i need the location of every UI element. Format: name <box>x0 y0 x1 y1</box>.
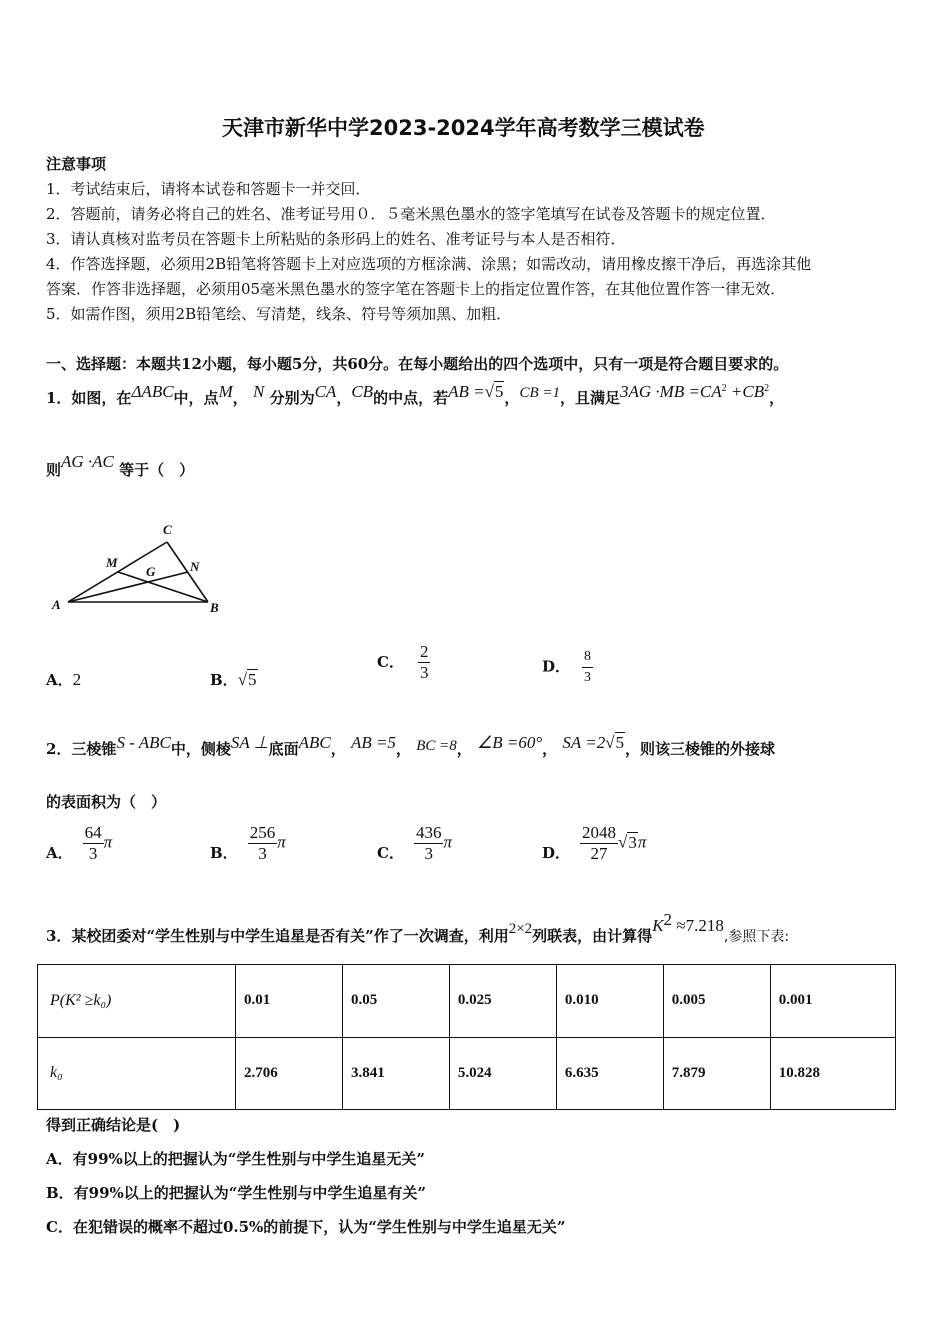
q1-option-a[interactable]: A．2 <box>46 670 82 689</box>
q1-option-c[interactable]: C． $\frac{2}{3}$ <box>377 642 429 682</box>
triangle-figure <box>40 515 240 625</box>
table-cell: 0.05 <box>342 965 449 1038</box>
question-2-stem-2: 的表面积为（ ） <box>46 793 167 811</box>
table-cell: 0.001 <box>770 965 895 1038</box>
q1-text: ， <box>769 389 785 407</box>
question-1-stem <box>46 381 784 413</box>
vertex-label-a: A <box>52 597 61 612</box>
q2-option-d[interactable]: D． $\frac{2048}{27}$ √3π <box>542 823 647 863</box>
q3-question: 得到正确结论是( ) <box>46 1116 181 1134</box>
q2-option-b[interactable]: B． $\frac{256}{3}$ π <box>210 823 286 863</box>
question-1-stem-2 <box>46 452 195 484</box>
note-item: 答案．作答非选择题，必须用05毫米黑色墨水的签字笔在答题卡上的指定位置作答，在其他位置作答一律无效． <box>46 280 786 298</box>
table-cell: 0.01 <box>236 965 343 1038</box>
point-label-g: G <box>146 564 156 579</box>
table-cell: 0.005 <box>663 965 770 1038</box>
note-item: 4．作答选择题，必须用2B铅笔将答题卡上对应选项的方框涂满、涂黑；如需改动，请用橡皮擦干净后，再选涂其他 <box>46 255 812 273</box>
table-head-p: P(K² ≥k₀) <box>38 965 236 1038</box>
note-item: 3．请认真核对监考员在答题卡上所粘贴的条形码上的姓名、准考证号与本人是否相符． <box>46 230 626 248</box>
q2-option-a[interactable]: A． $\frac{64}{3}$ π <box>46 823 113 863</box>
page-title: 天津市新华中学2023-2024学年高考数学三模试卷 <box>222 116 705 140</box>
q1-math: AG ·AC <box>61 452 114 471</box>
table-cell: 0.010 <box>556 965 663 1038</box>
q3-option-c[interactable]: C．在犯错误的概率不超过0.5%的前提下，认为“学生性别与中学生追星无关” <box>46 1218 566 1236</box>
q1-option-b[interactable]: B．√5 <box>210 670 257 689</box>
q1-text: ， <box>336 389 352 407</box>
note-item: 1．考试结束后，请将本试卷和答题卡一并交回． <box>46 180 371 198</box>
q1-math: CA <box>314 382 337 401</box>
question-2-stem: 2．三棱锥S - ABC中，侧棱SA ⊥底面ABC， AB =5， BC =8， ∠B =60°， SA =2√5，则该三棱锥的外接球 <box>46 733 776 758</box>
table-row <box>38 965 896 1038</box>
question-3-stem: 3．某校团委对“学生性别与中学生追星是否有关”作了一次调查，利用2×2列联表，由计算得$K^2 \approx 7.218$,参照下表: <box>46 910 790 945</box>
critical-value-table <box>37 964 896 1110</box>
point-label-n: N <box>190 559 200 574</box>
q3-option-b[interactable]: B．有99%以上的把握认为“学生性别与中学生追星有关” <box>46 1184 427 1202</box>
q1-text: 等于（ ） <box>119 461 195 479</box>
table-cell: 7.879 <box>663 1037 770 1110</box>
q1-math: ΔABC <box>131 382 174 401</box>
q1-text: 则 <box>46 461 62 479</box>
q1-text: 中，点 <box>173 389 219 407</box>
q1-text: 1．如图，在 <box>46 389 132 407</box>
q1-text: 分别为 <box>269 389 315 407</box>
vertex-label-c: C <box>163 522 172 537</box>
q1-math-ab: AB =√5 <box>448 382 504 401</box>
q1-math: N <box>252 382 265 401</box>
table-cell: 0.025 <box>449 965 556 1038</box>
q1-text: 的中点，若 <box>373 389 449 407</box>
section-heading: 一、选择题：本题共12小题，每小题5分，共60分。在每小题给出的四个选项中，只有一项是符合题目要求的。 <box>46 355 789 373</box>
table-cell: 10.828 <box>770 1037 895 1110</box>
q1-text: ，且满足 <box>559 389 620 407</box>
table-row <box>38 1037 896 1110</box>
table-cell: 6.635 <box>556 1037 663 1110</box>
q1-option-d[interactable]: D． $\frac{8}{3}$ <box>542 649 592 685</box>
q1-text: ， <box>232 389 248 407</box>
q1-text: ， <box>504 389 520 407</box>
q2-option-c[interactable]: C． $\frac{436}{3}$ π <box>377 823 452 863</box>
table-cell: 2.706 <box>236 1037 343 1110</box>
notes-heading: 注意事项 <box>46 155 107 173</box>
q1-math: M <box>218 382 233 401</box>
table-cell: 5.024 <box>449 1037 556 1110</box>
q1-math: CB =1 <box>519 385 560 401</box>
point-label-m: M <box>106 555 118 570</box>
q1-math: CB <box>351 382 374 401</box>
q1-math-eq: $3AG \cdot MB =CA^2 +CB^2$ <box>620 382 770 401</box>
note-item: 5．如需作图，须用2B铅笔绘、写清楚，线条、符号等须加黑、加粗． <box>46 305 512 323</box>
table-cell: 3.841 <box>342 1037 449 1110</box>
vertex-label-b: B <box>210 600 219 615</box>
note-item: 2．答题前，请务必将自己的姓名、准考证号用０．５毫米黑色墨水的签字笔填写在试卷及答题卡的规定位置． <box>46 205 776 223</box>
q3-option-a[interactable]: A．有99%以上的把握认为“学生性别与中学生追星无关” <box>46 1150 426 1168</box>
table-head-k: k₀ <box>38 1037 236 1110</box>
